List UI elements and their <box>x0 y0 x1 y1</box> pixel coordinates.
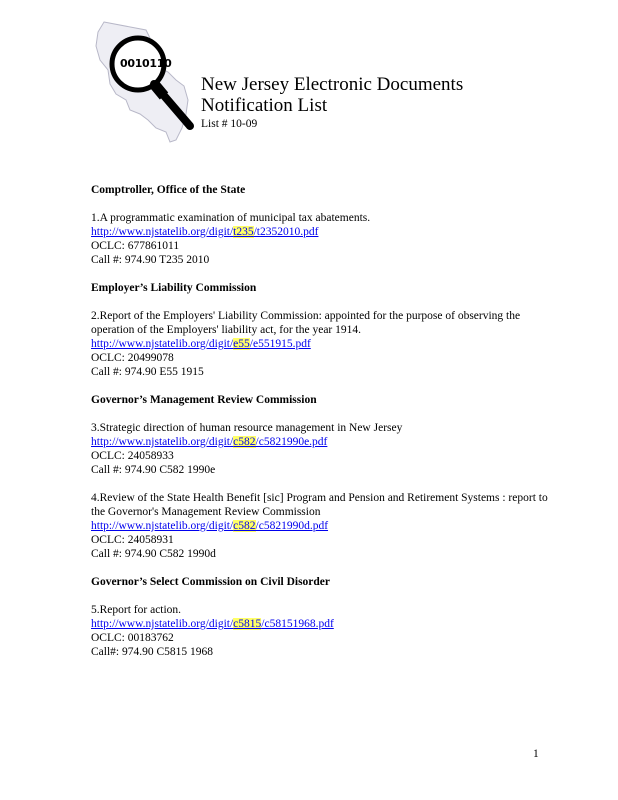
link-prefix: http://www.njstatelib.org/digit/ <box>91 618 234 630</box>
section-management-review <box>91 393 561 561</box>
document-link[interactable] <box>91 338 311 350</box>
entry-title: 3.Strategic direction of human resource management in New Jersey <box>91 422 403 434</box>
nj-magnifier-logo <box>86 16 206 146</box>
title-line-1: New Jersey Electronic Documents <box>201 74 464 95</box>
link-highlight: c5815 <box>233 618 262 630</box>
section-civil-disorder <box>91 575 561 659</box>
link-suffix: /c5821990e.pdf <box>255 436 328 448</box>
section-heading: Employer’s Liability Commission <box>91 282 257 294</box>
section-heading: Governor’s Management Review Commission <box>91 394 317 406</box>
oclc-number: OCLC: 24058931 <box>91 534 174 546</box>
document-link[interactable] <box>91 436 327 448</box>
list-item <box>91 309 561 379</box>
entry-title: 5.Report for action. <box>91 604 182 616</box>
oclc-number: OCLC: 00183762 <box>91 632 174 644</box>
list-item <box>91 603 561 659</box>
list-item <box>91 211 561 267</box>
section-employers-liability <box>91 281 561 379</box>
oclc-number: OCLC: 677861011 <box>91 240 180 252</box>
document-title-block <box>201 74 463 131</box>
call-number: Call #: 974.90 E55 1915 <box>91 366 204 378</box>
call-number: Call#: 974.90 C5815 1968 <box>91 646 214 658</box>
link-highlight: e55 <box>233 338 250 350</box>
link-prefix: http://www.njstatelib.org/digit/ <box>91 338 234 350</box>
entry-title: 2.Report of the Employers' Liability Commission: appointed for the purpose of observing the operation of the Employers' liability act, for the year 1914. <box>91 310 521 336</box>
link-suffix: /c5821990d.pdf <box>255 520 329 532</box>
link-highlight: c582 <box>233 436 256 448</box>
document-body <box>91 183 561 673</box>
oclc-number: OCLC: 20499078 <box>91 352 174 364</box>
oclc-number: OCLC: 24058933 <box>91 450 174 462</box>
link-prefix: http://www.njstatelib.org/digit/ <box>91 436 234 448</box>
list-number: List # 10-09 <box>201 118 258 130</box>
call-number: Call #: 974.90 T235 2010 <box>91 254 210 266</box>
entry-title: 4.Review of the State Health Benefit [sic] Program and Pension and Retirement Systems : report to the Governor's Management Review Commission <box>91 492 548 518</box>
title-line-2: Notification List <box>201 95 328 116</box>
link-suffix: /t2352010.pdf <box>253 226 319 238</box>
link-suffix: /e551915.pdf <box>249 338 311 350</box>
list-item <box>91 491 561 561</box>
entry-title: 1.A programmatic examination of municipal tax abatements. <box>91 212 371 224</box>
logo-binary-text: 0010110 <box>120 57 172 70</box>
link-highlight: c582 <box>233 520 256 532</box>
nj-outline-magnifier-icon <box>86 16 206 146</box>
document-link[interactable] <box>91 520 328 532</box>
document-link[interactable] <box>91 226 318 238</box>
document-link[interactable] <box>91 618 334 630</box>
section-heading: Comptroller, Office of the State <box>91 184 246 196</box>
call-number: Call #: 974.90 C582 1990e <box>91 464 216 476</box>
link-prefix: http://www.njstatelib.org/digit/ <box>91 520 234 532</box>
call-number: Call #: 974.90 C582 1990d <box>91 548 216 560</box>
link-suffix: /c58151968.pdf <box>261 618 334 630</box>
link-prefix: http://www.njstatelib.org/digit/ <box>91 226 234 238</box>
section-comptroller <box>91 183 561 267</box>
page-number: 1 <box>533 748 539 760</box>
link-highlight: t235 <box>233 226 254 238</box>
section-heading: Governor’s Select Commission on Civil Disorder <box>91 576 331 588</box>
list-item <box>91 421 561 477</box>
